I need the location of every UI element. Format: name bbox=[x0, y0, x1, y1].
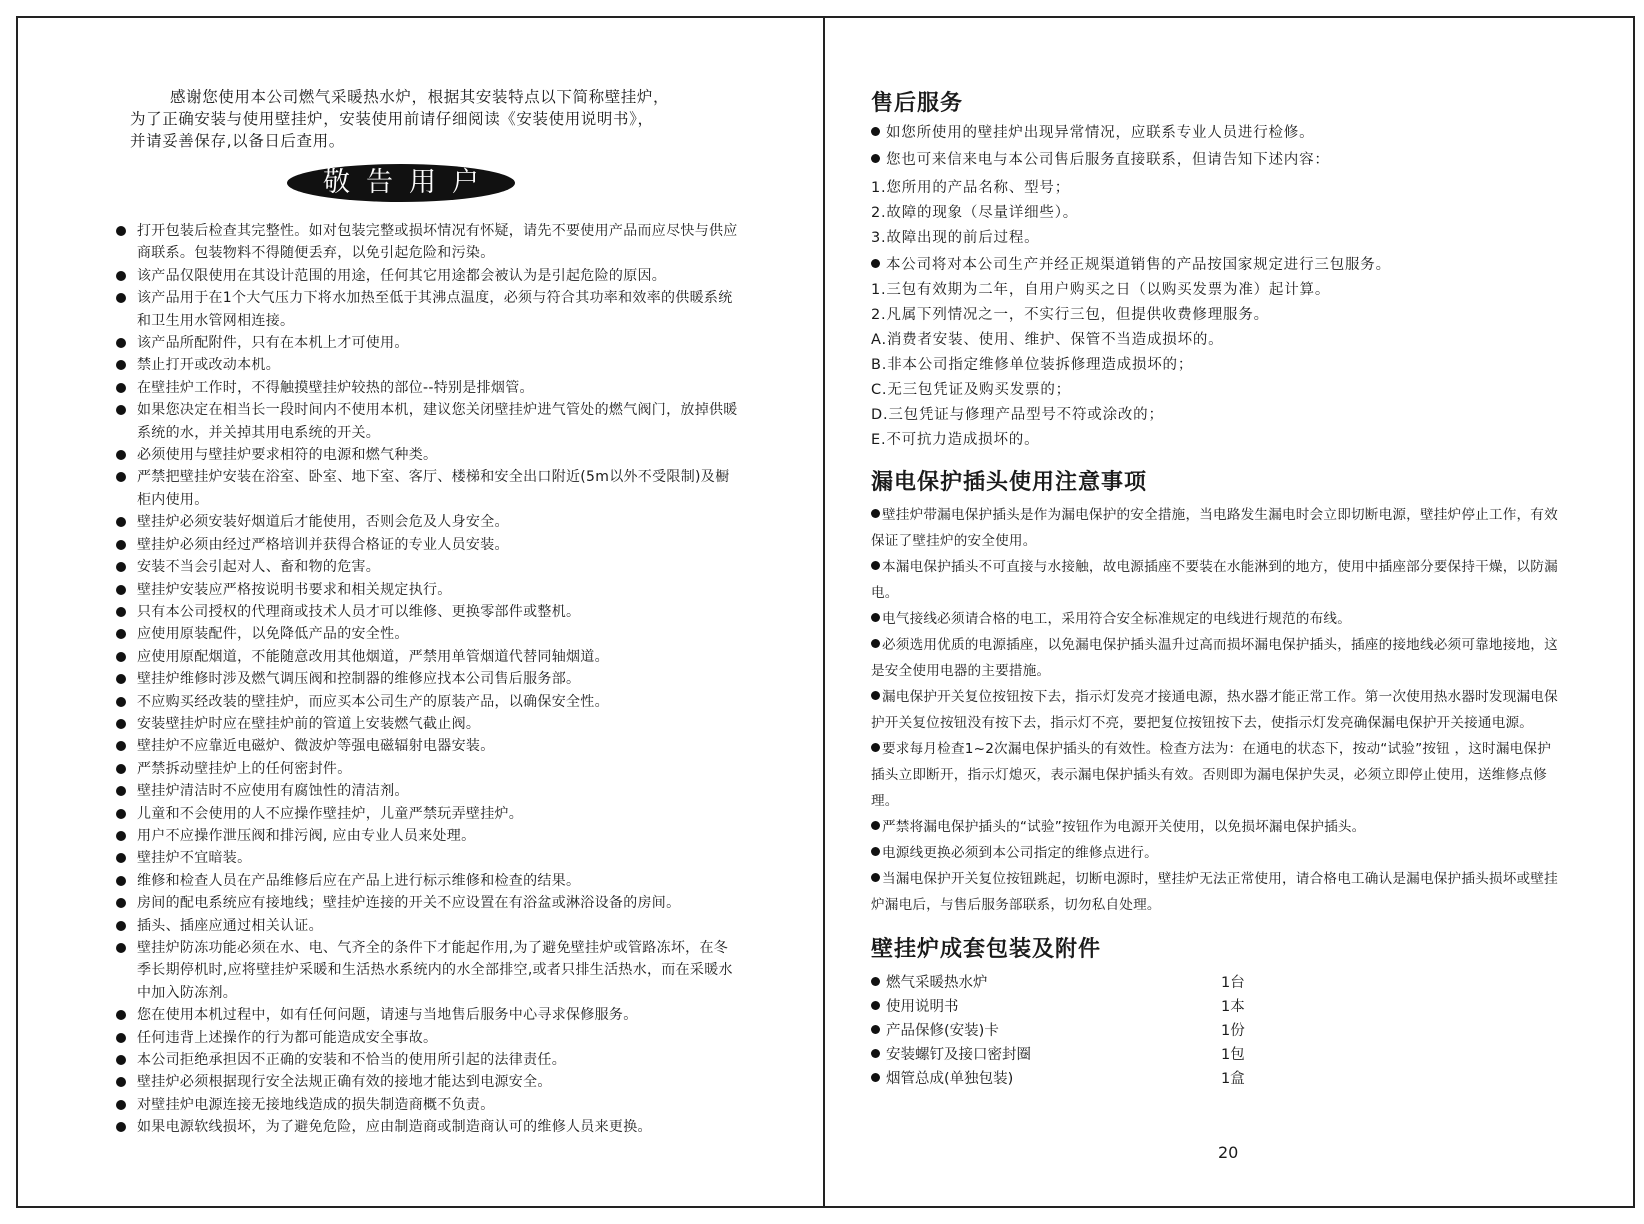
warning-item bbox=[115, 265, 740, 287]
bullet-dot-icon bbox=[116, 876, 126, 886]
warning-item bbox=[115, 466, 740, 511]
bullet-dot-icon bbox=[871, 259, 880, 268]
intro-line: 感谢您使用本公司燃气采暖热水炉，根据其安装特点以下简称壁挂炉， bbox=[170, 88, 670, 106]
leakage-item: 严禁将漏电保护插头的“试验”按钮作为电源开关使用，以免损坏漏电保护插头。 bbox=[871, 814, 1561, 840]
warning-item bbox=[115, 668, 740, 690]
after-sales-section bbox=[871, 121, 1561, 453]
warranty-term: 2.凡属下列情况之一，不实行三包，但提供收费修理服务。 bbox=[871, 307, 1269, 323]
accessory-row bbox=[871, 971, 1561, 995]
warning-item bbox=[115, 220, 740, 265]
warning-item bbox=[115, 1094, 740, 1116]
warning-text: 必须使用与壁挂炉要求相符的电源和燃气种类。 bbox=[137, 447, 438, 464]
after-sales-bullet: 本公司将对本公司生产并经正规渠道销售的产品按国家规定进行三包服务。 bbox=[871, 253, 1561, 278]
bullet-dot-icon bbox=[116, 585, 126, 595]
bullet-dot-icon bbox=[871, 977, 880, 986]
leakage-title: 漏电保护插头使用注意事项 bbox=[871, 470, 1148, 495]
warning-text: 禁止打开或改动本机。 bbox=[137, 357, 280, 374]
warning-item bbox=[115, 847, 740, 869]
accessory-name: 产品保修(安装)卡 bbox=[871, 1019, 1221, 1043]
warning-text: 插头、插座应通过相关认证。 bbox=[137, 917, 323, 934]
warning-text: 儿童和不会使用的人不应操作壁挂炉，儿童严禁玩弄壁挂炉。 bbox=[137, 805, 524, 822]
leakage-item: 本漏电保护插头不可直接与水接触，故电源插座不要装在水能淋到的地方，使用中插座部分要保持干燥，以防漏电。 bbox=[871, 559, 1558, 601]
warning-item bbox=[115, 915, 740, 937]
bullet-dot-icon bbox=[871, 821, 880, 830]
leakage-item: 漏电保护开关复位按钮按下去，指示灯发亮才接通电源，热水器才能正常工作。第一次使用热水器时发现漏电保护开关复位按钮没有按下去，指示灯不亮，要把复位按钮按下去，使指示灯发亮确保漏电保护开关接通电源。 bbox=[871, 689, 1558, 731]
bullet-dot-icon bbox=[871, 1049, 880, 1058]
leakage-item: 电气接线必须请合格的电工，采用符合安全标准规定的电线进行规范的布线。 bbox=[871, 606, 1561, 632]
bullet-dot-icon bbox=[116, 719, 126, 729]
warning-item bbox=[115, 623, 740, 645]
accessory-row bbox=[871, 995, 1561, 1019]
leakage-item: 电源线更换必须到本公司指定的维修点进行。 bbox=[871, 840, 1561, 866]
warning-item bbox=[115, 1049, 740, 1071]
bullet-dot-icon bbox=[116, 898, 126, 908]
warning-text: 严禁把壁挂炉安装在浴室、卧室、地下室、客厅、楼梯和安全出口附近(5m以外不受限制)及橱柜内使用。 bbox=[137, 469, 730, 508]
warning-item bbox=[115, 646, 740, 668]
accessories-table bbox=[871, 971, 1561, 1091]
bullet-dot-icon bbox=[871, 1073, 880, 1082]
contact-item: 2.故障的现象（尽量详细些）。 bbox=[871, 205, 1079, 221]
bullet-dot-icon bbox=[116, 764, 126, 774]
bullet-dot-icon bbox=[871, 1001, 880, 1010]
page-number: 20 bbox=[1218, 1143, 1239, 1162]
warning-text: 壁挂炉必须安装好烟道后才能使用，否则会危及人身安全。 bbox=[137, 514, 509, 531]
bullet-dot-icon bbox=[116, 562, 126, 572]
after-sales-bullet: 如您所使用的壁挂炉出现异常情况，应联系专业人员进行检修。 bbox=[871, 121, 1561, 146]
warning-text: 安装壁挂炉时应在壁挂炉前的管道上安装燃气截止阀。 bbox=[137, 715, 481, 732]
accessory-name: 烟管总成(单独包装) bbox=[871, 1067, 1221, 1091]
right-page bbox=[871, 86, 1561, 1091]
bullet-dot-icon bbox=[871, 639, 880, 648]
warning-item bbox=[115, 892, 740, 914]
bullet-dot-icon bbox=[871, 1025, 880, 1034]
bullet-dot-icon bbox=[116, 921, 126, 931]
warning-list bbox=[115, 220, 740, 1139]
bullet-dot-icon bbox=[116, 1033, 126, 1043]
warning-text: 应使用原配烟道，不能随意改用其他烟道，严禁用单管烟道代替同轴烟道。 bbox=[137, 648, 609, 665]
warning-item bbox=[115, 601, 740, 623]
bullet-dot-icon bbox=[116, 607, 126, 617]
accessory-name: 燃气采暖热水炉 bbox=[871, 971, 1221, 995]
warranty-term: B.非本公司指定维修单位装拆修理造成损坏的； bbox=[871, 357, 1194, 373]
bullet-dot-icon bbox=[116, 1122, 126, 1132]
warning-text: 壁挂炉不宜暗装。 bbox=[137, 850, 252, 867]
warning-text: 只有本公司授权的代理商或技术人员才可以维修、更换零部件或整机。 bbox=[137, 603, 581, 620]
after-sales-title: 售后服务 bbox=[871, 91, 964, 116]
warning-text: 本公司拒绝承担因不正确的安装和不恰当的使用所引起的法律责任。 bbox=[137, 1052, 566, 1069]
bullet-dot-icon bbox=[116, 831, 126, 841]
bullet-dot-icon bbox=[871, 613, 880, 622]
bullet-dot-icon bbox=[116, 293, 126, 303]
warning-text: 房间的配电系统应有接地线；壁挂炉连接的开关不应设置在有浴盆或淋浴设备的房间。 bbox=[137, 895, 681, 912]
warning-text: 壁挂炉防冻功能必须在水、电、气齐全的条件下才能起作用,为了避免壁挂炉或管路冻坏，在冬季长期停机时,应将壁挂炉采暖和生活热水系统内的水全部排空,或者只排生活热水，而在采暖水中加入防冻剂。 bbox=[137, 940, 733, 1001]
bullet-dot-icon bbox=[116, 450, 126, 460]
warning-item bbox=[115, 399, 740, 444]
bullet-dot-icon bbox=[116, 943, 126, 953]
leakage-section bbox=[871, 502, 1561, 918]
warning-text: 维修和检查人员在产品维修后应在产品上进行标示维修和检查的结果。 bbox=[137, 872, 581, 889]
warning-text: 如果电源软线损坏，为了避免危险，应由制造商或制造商认可的维修人员来更换。 bbox=[137, 1119, 652, 1136]
warning-item bbox=[115, 803, 740, 825]
warning-item bbox=[115, 870, 740, 892]
bullet-dot-icon bbox=[116, 271, 126, 281]
warning-text: 壁挂炉必须根据现行安全法规正确有效的接地才能达到电源安全。 bbox=[137, 1074, 552, 1091]
accessory-row bbox=[871, 1019, 1561, 1043]
banner-wrap bbox=[287, 164, 740, 204]
warning-item bbox=[115, 511, 740, 533]
warning-item bbox=[115, 1027, 740, 1049]
bullet-dot-icon bbox=[871, 561, 880, 570]
warning-text: 壁挂炉不应靠近电磁炉、微波炉等强电磁辐射电器安装。 bbox=[137, 738, 495, 755]
warning-item bbox=[115, 556, 740, 578]
warning-item bbox=[115, 534, 740, 556]
bullet-dot-icon bbox=[116, 629, 126, 639]
bullet-dot-icon bbox=[116, 809, 126, 819]
warning-text: 壁挂炉清洁时不应使用有腐蚀性的清洁剂。 bbox=[137, 783, 409, 800]
warning-text: 不应购买经改装的壁挂炉，而应买本公司生产的原装产品，以确保安全性。 bbox=[137, 693, 609, 710]
leakage-item: 当漏电保护开关复位按钮跳起，切断电源时，壁挂炉无法正常使用，请合格电工确认是漏电保护插头损坏或壁挂炉漏电后，与售后服务部联系，切勿私自处理。 bbox=[871, 871, 1558, 913]
warning-text: 该产品所配附件，只有在本机上才可使用。 bbox=[137, 335, 409, 352]
bullet-dot-icon bbox=[871, 127, 880, 136]
accessory-qty: 1台 bbox=[1221, 975, 1245, 991]
accessory-qty: 1份 bbox=[1221, 1023, 1245, 1039]
bullet-dot-icon bbox=[871, 509, 880, 518]
bullet-dot-icon bbox=[116, 1010, 126, 1020]
warning-item bbox=[115, 825, 740, 847]
warning-text: 安装不当会引起对人、畜和物的危害。 bbox=[137, 559, 381, 576]
left-page bbox=[115, 86, 740, 1139]
warning-item bbox=[115, 287, 740, 332]
warranty-term: A.消费者安装、使用、维护、保管不当造成损坏的。 bbox=[871, 332, 1224, 348]
bullet-dot-icon bbox=[116, 472, 126, 482]
leakage-item: 要求每月检查1~2次漏电保护插头的有效性。检查方法为：在通电的状态下，按动“试验”按钮 ，这时漏电保护插头立即断开，指示灯熄灭，表示漏电保护插头有效。否则即为漏电保护失灵，必须立即停止使用，送维修点修理。 bbox=[871, 741, 1552, 809]
warning-item bbox=[115, 1004, 740, 1026]
warning-text: 对壁挂炉电源连接无接地线造成的损失制造商概不负责。 bbox=[137, 1096, 495, 1113]
warranty-term: 1.三包有效期为二年，自用户购买之日（以购买发票为准）起计算。 bbox=[871, 282, 1331, 298]
leakage-item: 壁挂炉带漏电保护插头是作为漏电保护的安全措施，当电路发生漏电时会立即切断电源，壁挂炉停止工作，有效保证了壁挂炉的安全使用。 bbox=[871, 507, 1558, 549]
bullet-dot-icon bbox=[116, 853, 126, 863]
center-divider bbox=[823, 16, 825, 1208]
warning-text: 该产品仅限使用在其设计范围的用途，任何其它用途都会被认为是引起危险的原因。 bbox=[137, 267, 667, 284]
bullet-dot-icon bbox=[116, 697, 126, 707]
intro-line: 为了正确安装与使用壁挂炉，安装使用前请仔细阅读《安装使用说明书》， bbox=[130, 110, 654, 128]
accessories-title: 壁挂炉成套包装及附件 bbox=[871, 937, 1102, 962]
warranty-terms bbox=[871, 278, 1561, 453]
warning-text: 壁挂炉维修时涉及燃气调压阀和控制器的维修应找本公司售后服务部。 bbox=[137, 671, 581, 688]
warning-item bbox=[115, 713, 740, 735]
bullet-dot-icon bbox=[116, 383, 126, 393]
warning-text: 该产品用于在1个大气压力下将水加热至低于其沸点温度，必须与符合其功率和效率的供暖系统和卫生用水管网相连接。 bbox=[137, 290, 733, 329]
warning-text: 在壁挂炉工作时，不得触摸壁挂炉较热的部位--特别是排烟管。 bbox=[137, 379, 534, 396]
warning-text: 任何违背上述操作的行为都可能造成安全事故。 bbox=[137, 1029, 438, 1046]
bullet-dot-icon bbox=[871, 873, 880, 882]
bullet-dot-icon bbox=[116, 741, 126, 751]
bullet-dot-icon bbox=[116, 786, 126, 796]
bullet-dot-icon bbox=[871, 847, 880, 856]
warning-text: 壁挂炉安装应严格按说明书要求和相关规定执行。 bbox=[137, 581, 452, 598]
warranty-term: D.三包凭证与修理产品型号不符或涂改的； bbox=[871, 407, 1164, 423]
contact-item: 1.您所用的产品名称、型号； bbox=[871, 180, 1071, 196]
warning-item bbox=[115, 444, 740, 466]
bullet-dot-icon bbox=[116, 652, 126, 662]
bullet-dot-icon bbox=[116, 1077, 126, 1087]
bullet-dot-icon bbox=[116, 360, 126, 370]
warranty-term: C.无三包凭证及购买发票的； bbox=[871, 382, 1071, 398]
bullet-dot-icon bbox=[116, 674, 126, 684]
warning-text: 壁挂炉必须由经过严格培训并获得合格证的专业人员安装。 bbox=[137, 536, 509, 553]
intro-paragraph bbox=[130, 86, 740, 152]
after-sales-bullet: 您也可来信来电与本公司售后服务直接联系，但请告知下述内容： bbox=[871, 148, 1561, 173]
bullet-dot-icon bbox=[116, 338, 126, 348]
warning-text: 严禁拆动壁挂炉上的任何密封件。 bbox=[137, 760, 352, 777]
warning-item bbox=[115, 377, 740, 399]
accessory-name: 使用说明书 bbox=[871, 995, 1221, 1019]
warranty-term: E.不可抗力造成损坏的。 bbox=[871, 432, 1040, 448]
warning-item bbox=[115, 1116, 740, 1138]
bullet-dot-icon bbox=[116, 405, 126, 415]
bullet-dot-icon bbox=[116, 1100, 126, 1110]
contact-item: 3.故障出现的前后过程。 bbox=[871, 230, 1040, 246]
warning-item bbox=[115, 579, 740, 601]
warning-text: 用户不应操作泄压阀和排污阀, 应由专业人员来处理。 bbox=[137, 827, 476, 844]
contact-items bbox=[871, 176, 1561, 251]
accessory-row bbox=[871, 1043, 1561, 1067]
warning-text: 您在使用本机过程中，如有任何问题，请速与当地售后服务中心寻求保修服务。 bbox=[137, 1007, 638, 1024]
notice-banner: 敬告用户 bbox=[287, 164, 515, 202]
accessory-name: 安装螺钉及接口密封圈 bbox=[871, 1043, 1221, 1067]
bullet-dot-icon bbox=[871, 691, 880, 700]
accessory-qty: 1盒 bbox=[1221, 1071, 1245, 1087]
accessory-row bbox=[871, 1067, 1561, 1091]
warning-item bbox=[115, 937, 740, 1004]
bullet-dot-icon bbox=[116, 1055, 126, 1065]
warning-item bbox=[115, 1071, 740, 1093]
warning-item bbox=[115, 691, 740, 713]
warning-item bbox=[115, 735, 740, 757]
accessory-qty: 1包 bbox=[1221, 1047, 1245, 1063]
warning-text: 应使用原装配件，以免降低产品的安全性。 bbox=[137, 626, 409, 643]
warning-item bbox=[115, 780, 740, 802]
warning-text: 如果您决定在相当长一段时间内不使用本机，建议您关闭壁挂炉进气管处的燃气阀门，放掉供暖系统的水，并关掉其用电系统的开关。 bbox=[137, 402, 738, 441]
warning-item bbox=[115, 354, 740, 376]
bullet-dot-icon bbox=[116, 226, 126, 236]
bullet-dot-icon bbox=[871, 154, 880, 163]
bullet-dot-icon bbox=[116, 517, 126, 527]
warning-item bbox=[115, 332, 740, 354]
warning-text: 打开包装后检查其完整性。如对包装完整或损坏情况有怀疑，请先不要使用产品而应尽快与供应商联系。包装物料不得随便丢弃，以免引起危险和污染。 bbox=[137, 223, 738, 262]
bullet-dot-icon bbox=[871, 743, 880, 752]
leakage-item: 必须选用优质的电源插座，以免漏电保护插头温升过高而损坏漏电保护插头，插座的接地线必须可靠地接地，这是安全使用电器的主要措施。 bbox=[871, 637, 1558, 679]
accessory-qty: 1本 bbox=[1221, 999, 1245, 1015]
bullet-dot-icon bbox=[116, 540, 126, 550]
intro-line: 并请妥善保存,以备日后查用。 bbox=[130, 132, 345, 150]
warning-item bbox=[115, 758, 740, 780]
